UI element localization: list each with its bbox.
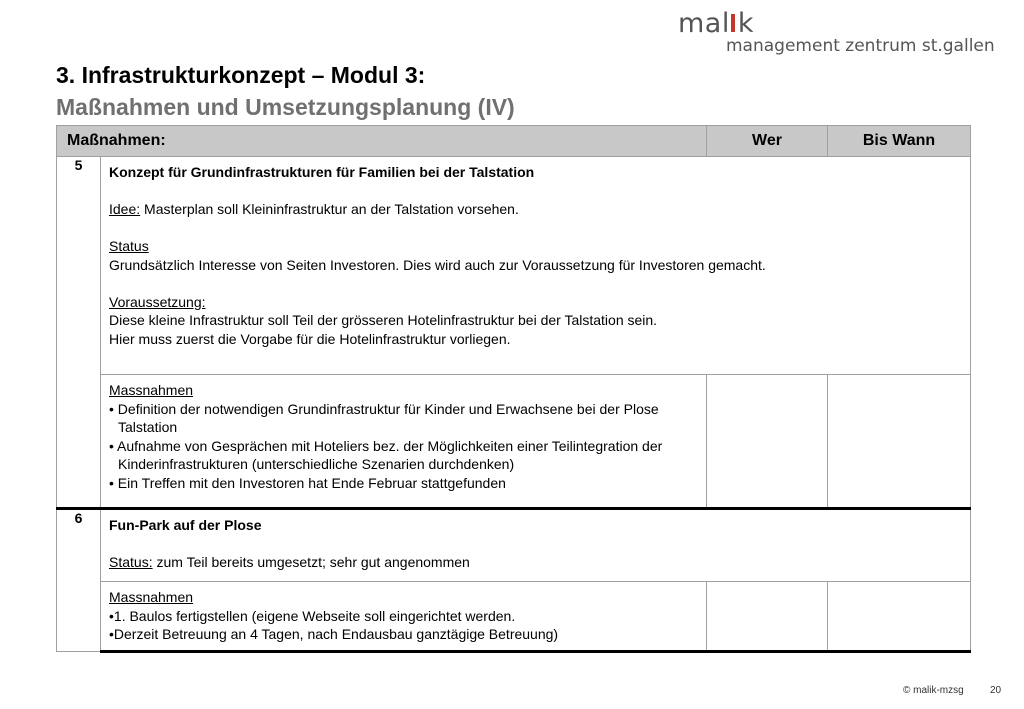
massnahmen-label: Massnahmen [109,382,194,398]
bis-wann-cell [828,582,971,652]
logo-subtitle: management zentrum st.gallen [726,36,995,56]
header-massnahmen: Maßnahmen: [57,126,707,157]
row-description [101,509,971,582]
page-number: 20 [990,685,1002,696]
table-row [57,509,971,582]
status-line: Status: zum Teil bereits umgesetzt; sehr gut angenommen [109,554,470,570]
table-row [57,375,971,509]
logo-accent-bar [731,14,735,32]
idee-line: Idee: Masterplan soll Kleininfrastruktur an der Talstation vorsehen. [109,201,519,217]
header-wer: Wer [707,126,828,157]
table-row [57,157,971,375]
row-measures [101,582,707,652]
massnahmen-label: Massnahmen [109,589,194,605]
malik-logo [678,8,995,58]
row-heading: Konzept für Grundinfrastrukturen für Familien bei der Talstation [109,164,535,180]
logo-wordmark: mal k [678,8,754,39]
voraussetzung-label: Voraussetzung: [109,293,206,310]
list-item: • Aufnahme von Gesprächen mit Hoteliers bez. der Möglichkeiten einer Teilintegration der Kinderinfrastrukturen (unterschiedliche Szenarien durchdenken) [109,437,663,472]
table-row [57,582,971,652]
wer-cell [707,582,828,652]
header-bis-wann: Bis Wann [828,126,971,157]
list-item: •1. Baulos fertigstellen (eigene Webseite soll eingerichtet werden. [109,607,516,624]
row-number: 5 [57,157,101,509]
measures-table [56,125,971,653]
row-number: 6 [57,509,101,652]
row-heading: Fun-Park auf der Plose [109,517,262,533]
voraussetzung-text: Diese kleine Infrastruktur soll Teil der grösseren Hotelinfrastruktur bei der Talstation sein. [109,312,658,328]
wer-cell [707,375,828,509]
page-subtitle: Maßnahmen und Umsetzungsplanung (IV) [56,94,515,120]
page-title: 3. Infrastrukturkonzept – Modul 3: [56,62,426,88]
list-item: • Ein Treffen mit den Investoren hat Ende Februar stattgefunden [109,474,506,491]
bis-wann-cell [828,375,971,509]
list-item: • Definition der notwendigen Grundinfrastruktur für Kinder und Erwachsene bei der Plose Talstation [109,400,659,435]
list-item: •Derzeit Betreuung an 4 Tagen, nach Endausbau ganztägige Betreuung) [109,626,559,642]
row-measures [101,375,707,509]
footer-copyright: © malik-mzsg [903,685,964,696]
status-text: Grundsätzlich Interesse von Seiten Investoren. Dies wird auch zur Voraussetzung für Investoren gemacht. [109,256,766,273]
row-description [101,157,971,375]
status-label: Status [109,238,149,254]
table-header-row [57,126,971,157]
voraussetzung-text: Hier muss zuerst die Vorgabe für die Hotelinfrastruktur vorliegen. [109,330,511,347]
